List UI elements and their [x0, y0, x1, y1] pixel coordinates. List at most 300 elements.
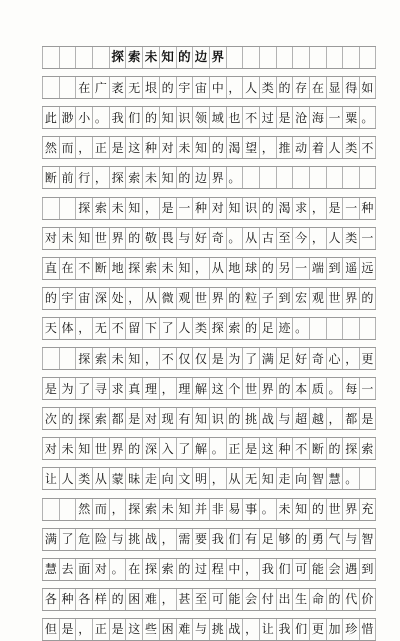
grid-cell: 界: [109, 438, 126, 459]
grid-cell: 要: [192, 529, 209, 550]
grid-cell: 的: [259, 198, 276, 219]
grid-cell: 索: [226, 318, 243, 339]
grid-cell: 知: [192, 408, 209, 429]
grid-cell: 。: [359, 107, 376, 128]
grid-cell: 们: [226, 529, 243, 550]
grid-cell: 让: [259, 619, 276, 640]
grid-cell: 与: [276, 408, 293, 429]
grid-cell: 困: [125, 589, 142, 610]
grid-cell: 中: [209, 77, 226, 98]
grid-cell: 了: [59, 529, 76, 550]
grid-cell: ，: [142, 348, 159, 369]
grid-cell: 勇: [309, 529, 326, 550]
grid-cell: 个: [226, 378, 243, 399]
grid-cell: 识: [209, 408, 226, 429]
grid-cell: 中: [226, 559, 243, 580]
grid-cell: ，: [92, 167, 109, 188]
grid-cell: [359, 47, 376, 68]
grid-cell: 渴: [226, 137, 243, 158]
grid-cell: 索: [125, 47, 142, 68]
grid-cell: ，: [226, 77, 243, 98]
grid-cell: 心: [326, 348, 343, 369]
grid-cell: 知: [159, 47, 176, 68]
grid-row: [42, 528, 376, 551]
grid-cell: 遥: [342, 258, 359, 279]
grid-cell: 不: [159, 348, 176, 369]
grid-cell: 界: [259, 378, 276, 399]
grid-cell: 探: [142, 559, 159, 580]
grid-row: [42, 197, 376, 220]
grid-cell: [309, 167, 326, 188]
grid-cell: 广: [92, 77, 109, 98]
grid-cell: 类: [75, 468, 92, 489]
grid-cell: 到: [359, 559, 376, 580]
grid-cell: 显: [326, 77, 343, 98]
grid-cell: 未: [59, 438, 76, 459]
grid-cell: ，: [326, 408, 343, 429]
grid-cell: [242, 167, 259, 188]
grid-cell: 我: [209, 529, 226, 550]
grid-cell: 未: [109, 198, 126, 219]
grid-cell: 挑: [209, 619, 226, 640]
grid-cell: 观: [309, 288, 326, 309]
grid-cell: 海: [309, 107, 326, 128]
grid-cell: 探: [109, 47, 126, 68]
grid-cell: 敬: [142, 228, 159, 249]
grid-cell: 。: [226, 228, 243, 249]
grid-row: [42, 407, 376, 430]
grid-cell: 的: [159, 77, 176, 98]
grid-cell: 索: [92, 408, 109, 429]
grid-cell: 领: [192, 107, 209, 128]
grid-cell: 。: [92, 107, 109, 128]
grid-cell: [92, 47, 109, 68]
grid-cell: 知: [292, 499, 309, 520]
grid-row: [42, 257, 376, 280]
grid-cell: 过: [192, 559, 209, 580]
grid-cell: 是: [209, 348, 226, 369]
grid-cell: 深: [92, 288, 109, 309]
grid-cell: 出: [276, 589, 293, 610]
grid-cell: 会: [242, 589, 259, 610]
grid-cell: 畏: [159, 228, 176, 249]
grid-cell: 有: [176, 408, 193, 429]
grid-cell: 断: [42, 167, 59, 188]
grid-cell: 在: [309, 77, 326, 98]
grid-cell: 种: [142, 137, 159, 158]
grid-cell: 小: [75, 107, 92, 128]
grid-cell: 天: [42, 318, 59, 339]
grid-cell: [309, 318, 326, 339]
grid-cell: 类: [342, 137, 359, 158]
grid-cell: 知: [192, 137, 209, 158]
grid-cell: 人: [59, 468, 76, 489]
grid-cell: 探: [75, 348, 92, 369]
grid-cell: 。: [326, 378, 343, 399]
grid-cell: 的: [176, 559, 193, 580]
grid-cell: 的: [359, 288, 376, 309]
grid-cell: 走: [142, 468, 159, 489]
grid-row: [42, 558, 376, 581]
grid-cell: 各: [42, 589, 59, 610]
grid-cell: 的: [326, 438, 343, 459]
grid-cell: 些: [142, 619, 159, 640]
grid-cell: 断: [92, 258, 109, 279]
grid-cell: 是: [159, 198, 176, 219]
grid-cell: 粟: [342, 107, 359, 128]
grid-cell: 求: [292, 198, 309, 219]
grid-cell: 从: [92, 468, 109, 489]
grid-cell: 价: [359, 589, 376, 610]
grid-cell: 知: [75, 228, 92, 249]
grid-cell: 的: [276, 77, 293, 98]
grid-cell: 慧: [42, 559, 59, 580]
grid-cell: 难: [176, 619, 193, 640]
grid-cell: 从: [226, 468, 243, 489]
grid-cell: 沧: [292, 107, 309, 128]
grid-cell: 类: [342, 228, 359, 249]
grid-cell: [292, 167, 309, 188]
grid-cell: 索: [159, 559, 176, 580]
grid-cell: 理: [176, 378, 193, 399]
grid-cell: 的: [276, 378, 293, 399]
grid-cell: 种: [359, 198, 376, 219]
grid-cell: 奇: [309, 348, 326, 369]
grid-cell: 的: [176, 47, 193, 68]
grid-cell: 的: [125, 228, 142, 249]
grid-cell: 的: [226, 288, 243, 309]
grid-cell: 困: [159, 619, 176, 640]
grid-cell: 地: [226, 258, 243, 279]
grid-cell: 探: [342, 438, 359, 459]
grid-cell: 是: [125, 408, 142, 429]
grid-cell: 正: [226, 438, 243, 459]
grid-row: [42, 467, 376, 490]
grid-cell: 种: [276, 438, 293, 459]
grid-cell: 过: [259, 107, 276, 128]
grid-cell: 能: [226, 589, 243, 610]
grid-cell: 代: [342, 589, 359, 610]
grid-cell: 战: [226, 619, 243, 640]
grid-cell: 一: [326, 107, 343, 128]
grid-cell: 如: [359, 77, 376, 98]
grid-cell: 险: [92, 529, 109, 550]
grid-cell: [226, 47, 243, 68]
grid-cell: 知: [75, 438, 92, 459]
grid-cell: 这: [209, 378, 226, 399]
grid-cell: 能: [309, 559, 326, 580]
grid-cell: 无: [125, 77, 142, 98]
grid-cell: 不: [75, 258, 92, 279]
grid-cell: 对: [159, 137, 176, 158]
grid-cell: 每: [342, 378, 359, 399]
grid-cell: [59, 499, 76, 520]
grid-cell: [42, 499, 59, 520]
grid-cell: 探: [75, 198, 92, 219]
grid-cell: 为: [59, 378, 76, 399]
grid-cell: 们: [125, 107, 142, 128]
grid-cell: 。: [109, 559, 126, 580]
grid-cell: 索: [142, 258, 159, 279]
grid-cell: 程: [209, 559, 226, 580]
grid-cell: 危: [75, 529, 92, 550]
grid-cell: 是: [326, 198, 343, 219]
grid-cell: 需: [176, 529, 193, 550]
grid-cell: 越: [309, 408, 326, 429]
grid-cell: 宇: [59, 288, 76, 309]
grid-cell: 了: [159, 318, 176, 339]
grid-cell: 直: [42, 258, 59, 279]
grid-cell: 仅: [176, 348, 193, 369]
grid-cell: ，: [309, 198, 326, 219]
grid-cell: 宙: [75, 288, 92, 309]
grid-cell: 都: [342, 408, 359, 429]
grid-cell: [342, 47, 359, 68]
grid-cell: ，: [142, 198, 159, 219]
grid-cell: 珍: [342, 619, 359, 640]
grid-cell: [276, 167, 293, 188]
grid-cell: 世: [192, 288, 209, 309]
grid-cell: ，: [209, 468, 226, 489]
grid-cell: 解: [192, 378, 209, 399]
grid-cell: 从: [142, 288, 159, 309]
grid-cell: 对: [92, 559, 109, 580]
grid-cell: 识: [242, 198, 259, 219]
grid-cell: 未: [276, 499, 293, 520]
grid-row: [42, 287, 376, 310]
grid-cell: 人: [326, 228, 343, 249]
grid-cell: 智: [309, 468, 326, 489]
grid-cell: 的: [242, 318, 259, 339]
grid-cell: 未: [142, 167, 159, 188]
grid-cell: 未: [59, 228, 76, 249]
grid-cell: 好: [192, 228, 209, 249]
grid-cell: 蒙: [109, 468, 126, 489]
grid-cell: 望: [242, 137, 259, 158]
grid-cell: 存: [292, 77, 309, 98]
grid-cell: 惜: [359, 619, 376, 640]
grid-cell: 这: [259, 438, 276, 459]
grid-cell: 留: [125, 318, 142, 339]
grid-cell: ，: [75, 137, 92, 158]
grid-cell: 不: [109, 318, 126, 339]
grid-cell: 命: [309, 589, 326, 610]
grid-cell: 一: [292, 258, 309, 279]
grid-cell: 探: [125, 258, 142, 279]
grid-cell: 而: [92, 499, 109, 520]
grid-cell: 对: [142, 408, 159, 429]
grid-cell: 宏: [292, 288, 309, 309]
grid-cell: [342, 318, 359, 339]
grid-cell: 足: [259, 529, 276, 550]
grid-cell: 真: [125, 378, 142, 399]
grid-cell: 正: [92, 619, 109, 640]
grid-cell: 足: [259, 318, 276, 339]
grid-cell: ，: [159, 589, 176, 610]
grid-cell: 到: [326, 258, 343, 279]
grid-cell: 气: [326, 529, 343, 550]
grid-cell: 。: [342, 468, 359, 489]
grid-cell: 种: [59, 589, 76, 610]
grid-cell: 人: [242, 77, 259, 98]
grid-cell: 是: [109, 137, 126, 158]
grid-cell: 下: [142, 318, 159, 339]
grid-cell: 世: [242, 378, 259, 399]
grid-cell: ，: [259, 137, 276, 158]
grid-cell: [326, 47, 343, 68]
grid-cell: 探: [209, 318, 226, 339]
grid-cell: 观: [176, 288, 193, 309]
grid-cell: [309, 47, 326, 68]
grid-cell: 未: [109, 348, 126, 369]
grid-cell: 未: [159, 499, 176, 520]
grid-cell: 着: [309, 137, 326, 158]
grid-cell: 。: [226, 167, 243, 188]
grid-cell: 与: [176, 228, 193, 249]
grid-cell: 的: [226, 408, 243, 429]
grid-cell: 挑: [125, 529, 142, 550]
grid-cell: 袤: [109, 77, 126, 98]
grid-row: [42, 106, 376, 129]
grid-cell: 另: [276, 258, 293, 279]
grid-cell: 探: [109, 167, 126, 188]
grid-cell: 我: [276, 619, 293, 640]
grid-row: [42, 317, 376, 340]
grid-cell: 知: [226, 198, 243, 219]
grid-cell: 们: [276, 559, 293, 580]
grid-cell: ，: [125, 288, 142, 309]
grid-cell: 。: [259, 499, 276, 520]
grid-cell: 至: [276, 228, 293, 249]
grid-cell: 难: [142, 589, 159, 610]
grid-cell: 从: [242, 228, 259, 249]
grid-cell: 人: [326, 137, 343, 158]
grid-cell: 然: [75, 499, 92, 520]
grid-cell: 处: [109, 288, 126, 309]
grid-cell: 的: [176, 167, 193, 188]
grid-cell: 探: [125, 499, 142, 520]
grid-cell: 是: [276, 107, 293, 128]
grid-cell: 地: [109, 258, 126, 279]
grid-cell: [359, 167, 376, 188]
grid-cell: 智: [359, 529, 376, 550]
grid-cell: 界: [209, 167, 226, 188]
grid-cell: 生: [292, 589, 309, 610]
grid-cell: 的: [259, 258, 276, 279]
grid-cell: 远: [359, 258, 376, 279]
grid-cell: 都: [109, 408, 126, 429]
grid-cell: ，: [159, 378, 176, 399]
grid-cell: 入: [159, 438, 176, 459]
grid-cell: 断: [309, 438, 326, 459]
grid-cell: 从: [209, 258, 226, 279]
grid-cell: 未: [176, 137, 193, 158]
grid-cell: 宙: [192, 77, 209, 98]
grid-cell: 不: [292, 438, 309, 459]
grid-cell: 世: [326, 499, 343, 520]
grid-cell: 明: [192, 468, 209, 489]
grid-cell: [259, 47, 276, 68]
grid-cell: [259, 167, 276, 188]
grid-cell: 对: [42, 438, 59, 459]
grid-cell: 与: [342, 529, 359, 550]
grid-row: [42, 227, 376, 250]
grid-cell: 未: [159, 258, 176, 279]
grid-cell: 各: [75, 589, 92, 610]
grid-cell: 。: [292, 318, 309, 339]
grid-cell: 对: [209, 198, 226, 219]
grid-cell: 在: [59, 258, 76, 279]
grid-cell: 满: [42, 529, 59, 550]
grid-cell: 球: [242, 258, 259, 279]
grid-cell: 让: [42, 468, 59, 489]
grid-cell: 得: [342, 77, 359, 98]
grid-cell: 微: [159, 288, 176, 309]
grid-cell: 正: [92, 137, 109, 158]
grid-cell: 了: [242, 348, 259, 369]
grid-cell: 理: [142, 378, 159, 399]
grid-cell: 索: [92, 348, 109, 369]
grid-cell: 走: [276, 468, 293, 489]
grid-cell: 边: [192, 167, 209, 188]
grid-cell: 是: [109, 619, 126, 640]
grid-cell: [326, 167, 343, 188]
grid-cell: 然: [42, 137, 59, 158]
grid-cell: 宇: [176, 77, 193, 98]
grid-cell: [342, 167, 359, 188]
grid-cell: 世: [326, 288, 343, 309]
grid-cell: 索: [142, 499, 159, 520]
grid-cell: ，: [109, 499, 126, 520]
grid-cell: 的: [209, 137, 226, 158]
grid-cell: 了: [75, 378, 92, 399]
grid-row: [42, 377, 376, 400]
grid-cell: 并: [192, 499, 209, 520]
grid-cell: 的: [125, 438, 142, 459]
grid-cell: 付: [259, 589, 276, 610]
grid-cell: 了: [176, 438, 193, 459]
grid-cell: 端: [309, 258, 326, 279]
grid-row: [42, 136, 376, 159]
grid-cell: 战: [259, 408, 276, 429]
grid-cell: 人: [176, 318, 193, 339]
grid-cell: 昧: [125, 468, 142, 489]
grid-cell: 慧: [326, 468, 343, 489]
grid-cell: 界: [342, 288, 359, 309]
grid-cell: 而: [59, 137, 76, 158]
grid-cell: 我: [259, 559, 276, 580]
grid-cell: 知: [125, 198, 142, 219]
grid-cell: 垠: [142, 77, 159, 98]
grid-cell: 遇: [342, 559, 359, 580]
grid-cell: ，: [342, 348, 359, 369]
grid-cell: [42, 198, 59, 219]
grid-cell: 向: [292, 468, 309, 489]
grid-cell: 的: [142, 107, 159, 128]
grid-cell: [59, 47, 76, 68]
grid-cell: 。: [209, 438, 226, 459]
grid-cell: 渺: [59, 107, 76, 128]
grid-cell: ，: [75, 318, 92, 339]
grid-cell: 知: [159, 107, 176, 128]
grid-cell: 一: [359, 228, 376, 249]
grid-cell: 未: [142, 47, 159, 68]
grid-cell: 无: [242, 468, 259, 489]
grid-cell: 非: [209, 499, 226, 520]
grid-cell: 界: [209, 47, 226, 68]
grid-cell: 索: [92, 198, 109, 219]
grid-cell: 粒: [242, 288, 259, 309]
